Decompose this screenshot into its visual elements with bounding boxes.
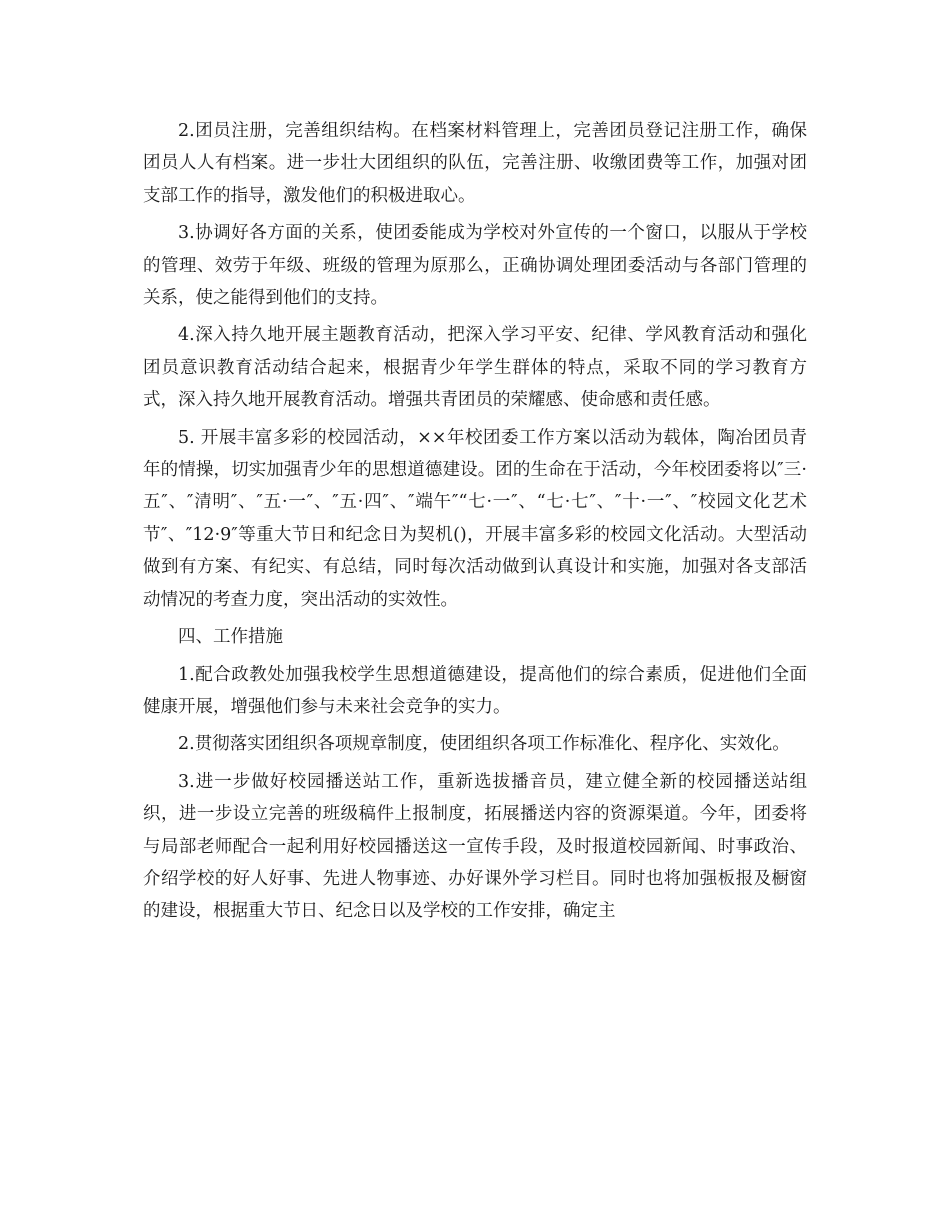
- paragraph-broadcast-station: 3.进一步做好校园播送站工作，重新选拔播音员，建立健全新的校园播送站组织，进一步设立完善的班级稿件上报制度，拓展播送内容的资源渠道。今年，团委将与局部老师配合一起利用好校园播送这一宣传手段，及时报道校园新闻、时事政治、介绍学校的好人好事、先进人物事迹、办好课外学习栏目。同时也将加强板报及橱窗的建设，根据重大节日、纪念日以及学校的工作安排，确定主: [143, 771, 807, 922]
- section-heading-work-measures: 四、工作措施: [178, 627, 283, 648]
- paragraph-theme-education: 4.深入持久地开展主题教育活动，把深入学习平安、纪律、学风教育活动和强化团员意识教育活动结合起来，根据青少年学生群体的特点，采取不同的学习教育方式，深入持久地开展教育活动。增强共青团员的荣耀感、使命感和责任感。: [143, 325, 807, 411]
- paragraph-coordinate-relations: 3.协调好各方面的关系，使团委能成为学校对外宣传的一个窗口，以服从于学校的管理、效劳于年级、班级的管理为原那么，正确协调处理团委活动与各部门管理的关系，使之能得到他们的支持。: [143, 223, 807, 309]
- paragraph-campus-activities: 5. 开展丰富多彩的校园活动，××年校团委工作方案以活动为载体，陶冶团员青年的情操，切实加强青少年的思想道德建设。团的生命在于活动，今年校团委将以″三·五″、″清明″、″五·一″、″五·四″、″端午″“七·一″、“七·七″、″十·一″、″校园文化艺术节″、″12·9″等重大节日和纪念日为契机()，开展丰富多彩的校园文化活动。大型活动做到有方案、有纪实、有总结，同时每次活动做到认真设计和实施，加强对各支部活动情况的考查力度，突出活动的实效性。: [143, 427, 807, 610]
- document-body: [143, 115, 807, 933]
- paragraph-regulations: 2.贯彻落实团组织各项规章制度，使团组织各项工作标准化、程序化、实效化。: [178, 734, 790, 755]
- paragraph-moral-education: 1.配合政教处加强我校学生思想道德建设，提高他们的综合素质，促进他们全面健康开展，增强他们参与未来社会竞争的实力。: [143, 664, 807, 717]
- paragraph-member-registration: 2.团员注册，完善组织结构。在档案材料管理上，完善团员登记注册工作，确保团员人人有档案。进一步壮大团组织的队伍，完善注册、收缴团费等工作，加强对团支部工作的指导，激发他们的积极进取心。: [143, 121, 807, 206]
